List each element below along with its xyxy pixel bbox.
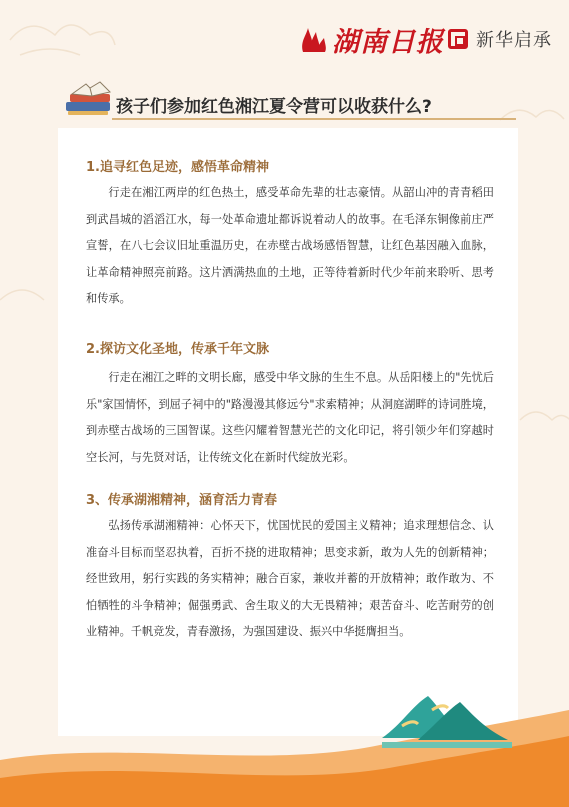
section-body-2: 行走在湘江之畔的文明长廊，感受中华文脉的生生不息。从岳阳楼上的"先忧后乐"家国情怀，到屈子祠中的"路漫漫其修远兮"求索精神；从洞庭湖畔的诗词胜境，到赤壁古战场的三国智谋。这些闪耀着智慧光芒的文化印记，将引领少年们穿越时空长河，与先贤对话，让传统文化在新时代绽放光彩。 <box>86 371 494 464</box>
logo-name: 湖南日报 <box>332 26 444 58</box>
flame-logo-icon <box>298 24 328 54</box>
section-heading-3: 3、传承湖湘精神，涵育活力青春 <box>86 493 278 508</box>
title-underline <box>112 118 516 120</box>
mountains-illustration <box>382 686 512 748</box>
newspaper-logo <box>298 22 552 56</box>
content-card <box>58 128 518 736</box>
section-heading-2: 2.探访文化圣地，传承千年文脉 <box>86 342 269 357</box>
section-heading-1: 1.追寻红色足迹，感悟革命精神 <box>86 160 269 175</box>
book-icon <box>62 80 118 120</box>
page-title: 孩子们参加红色湘江夏令营可以收获什么? <box>116 97 432 117</box>
section-body-3: 弘扬传承湖湘精神：心怀天下，忧国忧民的爱国主义精神；追求理想信念、认准奋斗目标而坚忍执着，百折不挠的进取精神；思变求新，敢为人先的创新精神；经世致用，躬行实践的务实精神；融合百家，兼收并蓄的开放精神；敢作敢为、不怕牺牲的斗争精神；倔强勇武、舍生取义的大无畏精神；艰苦奋斗、吃苦耐劳的创业精神。千帆竞发，青春激扬，为强国建设、振兴中华挺膺担当。 <box>86 519 494 638</box>
section-body-1: 行走在湘江两岸的红色热土，感受革命先辈的壮志豪情。从韶山冲的青青稻田到武昌城的滔滔江水，每一处革命遗址都诉说着动人的故事。在毛泽东铜像前庄严宣誓，在八七会议旧址重温历史，在赤壁古战场感悟智慧，让红色基因融入血脉，让革命精神照亮前路。这片洒满热血的土地，正等待着新时代少年前来聆听、思考和传承。 <box>86 186 494 305</box>
logo-slogan: 新华启承 <box>476 30 552 51</box>
logo-seal-icon <box>448 29 468 49</box>
title-row <box>62 80 522 120</box>
